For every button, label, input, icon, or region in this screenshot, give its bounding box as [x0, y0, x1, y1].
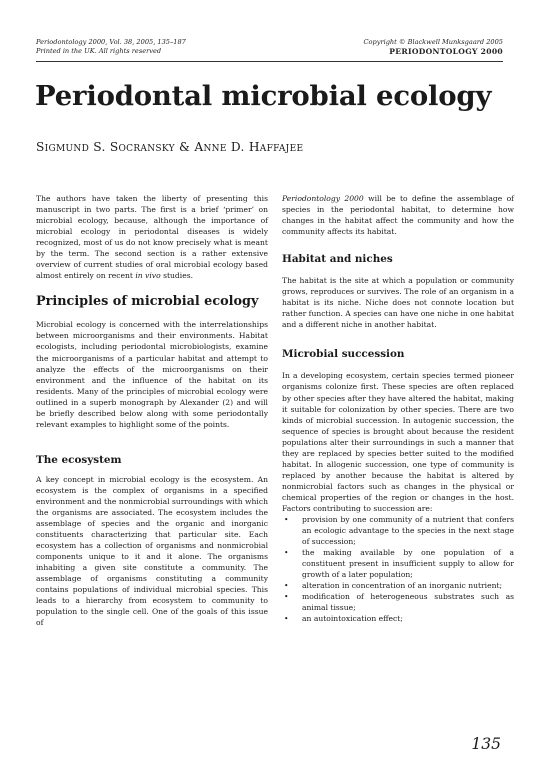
- principles-paragraph: Microbial ecology is concerned with the interrelationships between microorganisms and their environments. Habitat ecologists, including periodontal microbiologists, examine the microorganisms of a particular habitat and attempt to analyze the effects of the microorganisms on their environment and the influence of the habitat on its residents. Many of the principles of microbial ecology were outlined in a superb monograph by Alexander (2) and will be briefly described below along with some periodontally relevant examples to highlight some of the points.: [36, 320, 268, 429]
- journal-name: PERIODONTOLOGY 2000: [389, 47, 503, 57]
- header-rule: [36, 61, 503, 62]
- habitat-paragraph: The habitat is the site at which a population or community grows, reproduces or survives. The role of an organism in a habitat is its niche. Niche does not connote location but rather function. A species can have one niche in one habitat and a different niche in another habitat.: [282, 276, 514, 330]
- right-column: [282, 193, 514, 625]
- copyright-notice: Copyright © Blackwell Munksgaard 2005: [363, 38, 503, 46]
- section-heading-ecosystem: The ecosystem: [36, 453, 122, 466]
- article-title: Periodontal microbial ecology: [35, 80, 492, 112]
- section-heading-habitat: Habitat and niches: [282, 253, 393, 266]
- list-item: • the making available by one population of a constituent present in insufficient supply to allow for growth of a later population;: [282, 547, 514, 580]
- ecosystem-paragraph: A key concept in microbial ecology is the ecosystem. An ecosystem is the complex of organisms in a specified environment and the nonmicrobial surroundings with which the organisms are associated. The ecosystem includes the assemblage of species and the organic and inorganic constituents characterizing that particular site. Each ecosystem has a collection of organisms and nonmicrobial components unique to it and it alone. The organisms inhabiting a given site constitute a community. The assemblage of organisms constituting a community contains populations of individual microbial species. This leads to a hierarchy from ecosystem to community to population to the single cell. One of the goals of this issue of: [36, 474, 268, 628]
- section-heading-principles: Principles of microbial ecology: [36, 294, 259, 310]
- journal-citation: Periodontology 2000, Vol. 38, 2005, 135–187: [36, 38, 186, 46]
- list-item: • provision by one community of a nutrient that confers an ecologic advantage to the species in the next stage of succession;: [282, 514, 514, 547]
- section-heading-succession: Microbial succession: [282, 348, 405, 361]
- continuation-paragraph: Periodontology 2000 will be to define the assemblage of species in the periodontal habitat, to determine how changes in the habitat affect the community and how the community affects its habitat.: [282, 194, 514, 237]
- running-header-copyright: [363, 38, 503, 57]
- page-number: 135: [471, 735, 501, 753]
- succession-paragraph: In a developing ecosystem, certain species termed pioneer organisms colonize first. These species are often replaced by other species after they have altered the habitat, making it suitable for colonization by other species. There are two kinds of microbial succession. In autogenic succession, the sequence of species is brought about because the resident populations alter their surroundings in such a manner that they are replaced by species better suited to the modified habitat. In allogenic succession, one type of community is replaced by another because the habitat is altered by nonmicrobial factors such as changes in the physical or chemical properties of the region or changes in the host. Factors contributing to succession are:: [282, 371, 514, 513]
- article-authors: Sigmund S. Socransky & Anne D. Haffajee: [36, 140, 304, 154]
- list-item: • modification of heterogeneous substrates such as animal tissue;: [282, 591, 514, 613]
- list-item: • an autointoxication effect;: [282, 613, 514, 624]
- running-header-citation: [36, 38, 186, 57]
- intro-paragraph: The authors have taken the liberty of presenting this manuscript in two parts. The first is a brief ‘primer’ on microbial ecology, because, although the importance of microbial ecology in periodontal diseases is widely recognized, most of us do not know precisely what is meant by the term. The second section is a rather extensive overview of current studies of oral microbial ecology based almost entirely on recent in vivo studies.: [36, 194, 268, 281]
- list-item: • alteration in concentration of an inorganic nutrient;: [282, 580, 514, 591]
- print-notice: Printed in the UK. All rights reserved: [36, 47, 162, 56]
- succession-factors-list: [282, 514, 514, 624]
- left-column: [36, 193, 268, 629]
